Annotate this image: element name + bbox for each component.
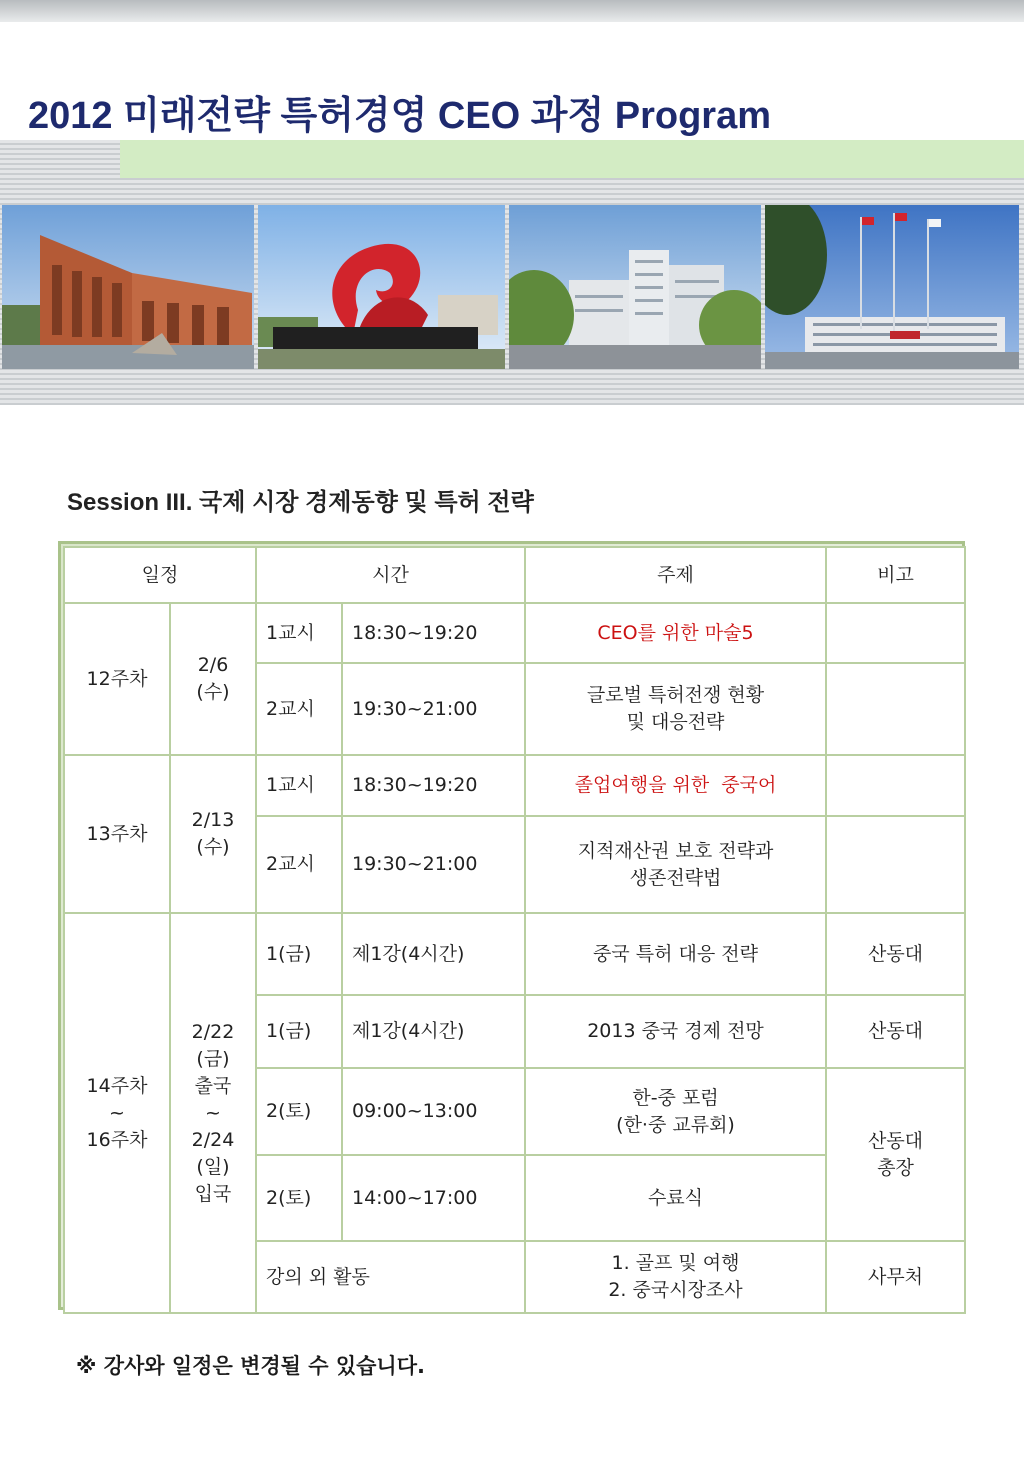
period-cell: 2교시 bbox=[256, 816, 342, 913]
note-cell bbox=[826, 755, 965, 816]
day-cell: 2(토) bbox=[256, 1068, 342, 1155]
period-cell: 1교시 bbox=[256, 755, 342, 816]
note-cell bbox=[826, 816, 965, 913]
footnote: ※ 강사와 일정은 변경될 수 있습니다. bbox=[76, 1354, 425, 1378]
table-header-row bbox=[64, 547, 965, 603]
campus-building-photo bbox=[2, 205, 254, 369]
week-cell: 12주차 bbox=[64, 603, 170, 755]
schedule-table-frame bbox=[58, 541, 965, 1310]
top-decorative-stripe bbox=[0, 0, 1024, 22]
header-note: 비고 bbox=[826, 547, 965, 603]
topic-cell: 지적재산권 보호 전략과 생존전략법 bbox=[525, 816, 826, 913]
table-row bbox=[64, 913, 965, 995]
topic-cell: 수료식 bbox=[525, 1155, 826, 1241]
topic-cell: 글로벌 특허전쟁 현황 및 대응전략 bbox=[525, 663, 826, 755]
session-heading: Session III. 국제 시장 경제동향 및 특허 전략 bbox=[67, 489, 534, 516]
topic-cell: 중국 특허 대응 전략 bbox=[525, 913, 826, 995]
time-cell: 제1강(4시간) bbox=[342, 995, 525, 1068]
note-cell: 사무처 bbox=[826, 1241, 965, 1313]
note-cell bbox=[826, 603, 965, 663]
week-cell: 14주차 ~ 16주차 bbox=[64, 913, 170, 1313]
period-cell: 1교시 bbox=[256, 603, 342, 663]
topic-cell: CEO를 위한 마술5 bbox=[525, 603, 826, 663]
time-cell: 19:30~21:00 bbox=[342, 663, 525, 755]
date-cell: 2/22 (금) 출국 ~ 2/24 (일) 입국 bbox=[170, 913, 256, 1313]
date-cell: 2/13 (수) bbox=[170, 755, 256, 913]
week-cell: 13주차 bbox=[64, 755, 170, 913]
page-title: 2012 미래전략 특허경영 CEO 과정 Program bbox=[28, 95, 772, 137]
green-accent-bar bbox=[120, 140, 1024, 178]
day-cell: 1(금) bbox=[256, 995, 342, 1068]
time-cell: 18:30~19:20 bbox=[342, 755, 525, 816]
time-cell: 19:30~21:00 bbox=[342, 816, 525, 913]
topic-cell: 1. 골프 및 여행 2. 중국시장조사 bbox=[525, 1241, 826, 1313]
period-cell: 2교시 bbox=[256, 663, 342, 755]
topic-cell: 졸업여행을 위한 중국어 bbox=[525, 755, 826, 816]
activity-cell: 강의 외 활동 bbox=[256, 1241, 525, 1313]
table-row bbox=[64, 603, 965, 663]
graduation-sculpture-photo bbox=[258, 205, 505, 369]
time-cell: 제1강(4시간) bbox=[342, 913, 525, 995]
schedule-table bbox=[63, 546, 966, 1314]
flagpoles-main-building-photo bbox=[765, 205, 1019, 369]
day-cell: 2(토) bbox=[256, 1155, 342, 1241]
note-cell: 산동대 bbox=[826, 913, 965, 995]
day-cell: 1(금) bbox=[256, 913, 342, 995]
time-cell: 14:00~17:00 bbox=[342, 1155, 525, 1241]
header-topic: 주제 bbox=[525, 547, 826, 603]
header-time: 시간 bbox=[256, 547, 525, 603]
table-row bbox=[64, 755, 965, 816]
note-cell: 산동대 bbox=[826, 995, 965, 1068]
topic-cell: 2013 중국 경제 전망 bbox=[525, 995, 826, 1068]
campus-tower-photo bbox=[509, 205, 761, 369]
time-cell: 18:30~19:20 bbox=[342, 603, 525, 663]
note-cell: 산동대 총장 bbox=[826, 1068, 965, 1241]
topic-cell: 한-중 포럼 (한·중 교류회) bbox=[525, 1068, 826, 1155]
time-cell: 09:00~13:00 bbox=[342, 1068, 525, 1155]
date-cell: 2/6 (수) bbox=[170, 603, 256, 755]
note-cell bbox=[826, 663, 965, 755]
header-schedule: 일정 bbox=[64, 547, 256, 603]
